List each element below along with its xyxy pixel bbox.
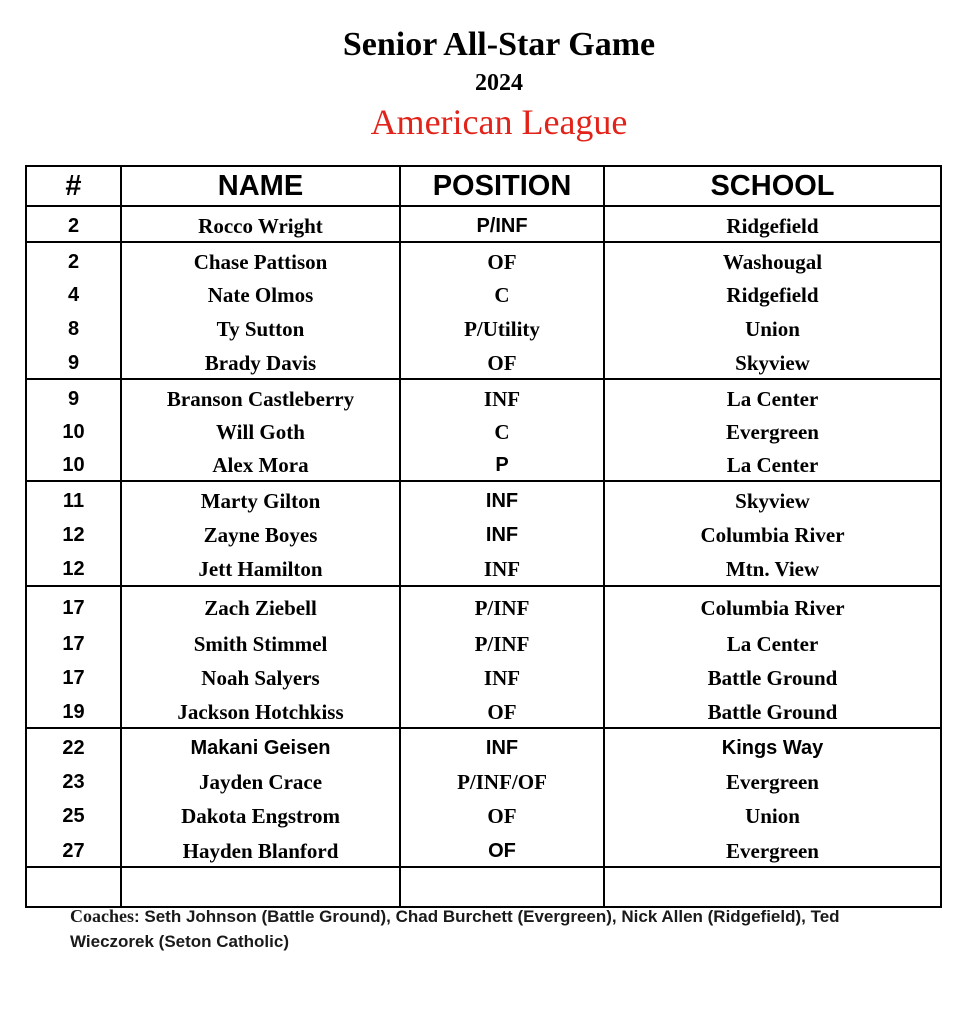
coaches-note [70,904,870,954]
cell-position: OF [400,797,604,832]
cell-name: Noah Salyers [121,659,400,693]
table-row [26,414,941,447]
table-row [26,586,941,625]
table-row [26,242,941,277]
empty-cell [26,867,121,907]
cell-name: Makani Geisen [121,728,400,763]
cell-school: Evergreen [604,414,941,447]
cell-school: Ridgefield [604,277,941,310]
empty-cell [400,867,604,907]
table-row [26,625,941,659]
cell-name: Zach Ziebell [121,586,400,625]
cell-name: Dakota Engstrom [121,797,400,832]
table-row [26,693,941,728]
cell-school: Mtn. View [604,550,941,586]
cell-number: 2 [26,242,121,277]
table-row [26,277,941,310]
cell-school: Washougal [604,242,941,277]
cell-name: Smith Stimmel [121,625,400,659]
cell-position: P [400,447,604,481]
cell-position: OF [400,693,604,728]
cell-number: 12 [26,550,121,586]
cell-number: 9 [26,344,121,379]
cell-school: Union [604,310,941,344]
coaches-list: : Seth Johnson (Battle Ground), Chad Burchett (Evergreen), Nick Allen (Ridgefield), Ted Wieczorek (Seton Catholic) [70,907,840,951]
league-name: American League [370,102,628,142]
cell-school: La Center [604,379,941,414]
empty-row [26,867,941,907]
table-row [26,516,941,550]
cell-name: Branson Castleberry [121,379,400,414]
table-row [26,763,941,797]
table-row [26,832,941,867]
cell-school: Columbia River [604,586,941,625]
table-row [26,481,941,516]
cell-position: INF [400,516,604,550]
cell-position: INF [400,550,604,586]
cell-school: Union [604,797,941,832]
cell-number: 2 [26,206,121,242]
cell-number: 11 [26,481,121,516]
cell-school: Skyview [604,481,941,516]
cell-number: 25 [26,797,121,832]
cell-position: INF [400,481,604,516]
roster-table [25,165,942,908]
cell-position: OF [400,832,604,867]
event-year: 2024 [475,70,523,96]
cell-school: Skyview [604,344,941,379]
cell-name: Nate Olmos [121,277,400,310]
cell-position: P/INF [400,206,604,242]
cell-position: P/INF/OF [400,763,604,797]
cell-position: INF [400,659,604,693]
column-header-school: SCHOOL [604,166,941,206]
cell-number: 22 [26,728,121,763]
table-row [26,797,941,832]
table-row [26,447,941,481]
cell-number: 8 [26,310,121,344]
cell-position: P/INF [400,586,604,625]
cell-position: INF [400,379,604,414]
cell-position: C [400,277,604,310]
table-header-row [26,166,941,206]
cell-name: Hayden Blanford [121,832,400,867]
empty-cell [121,867,400,907]
column-header-position: POSITION [400,166,604,206]
column-header-name: NAME [121,166,400,206]
cell-name: Jayden Crace [121,763,400,797]
coaches-label: Coaches [70,906,134,926]
table-row [26,310,941,344]
cell-position: P/Utility [400,310,604,344]
cell-number: 17 [26,659,121,693]
cell-number: 23 [26,763,121,797]
cell-position: P/INF [400,625,604,659]
empty-cell [604,867,941,907]
cell-name: Brady Davis [121,344,400,379]
cell-school: Battle Ground [604,659,941,693]
cell-name: Will Goth [121,414,400,447]
cell-school: La Center [604,447,941,481]
table-row [26,379,941,414]
table-row [26,659,941,693]
cell-position: OF [400,242,604,277]
cell-number: 10 [26,414,121,447]
cell-number: 9 [26,379,121,414]
cell-position: C [400,414,604,447]
cell-number: 17 [26,586,121,625]
cell-name: Jackson Hotchkiss [121,693,400,728]
cell-name: Rocco Wright [121,206,400,242]
cell-position: INF [400,728,604,763]
cell-name: Marty Gilton [121,481,400,516]
cell-number: 4 [26,277,121,310]
cell-name: Chase Pattison [121,242,400,277]
cell-number: 27 [26,832,121,867]
cell-name: Zayne Boyes [121,516,400,550]
cell-position: OF [400,344,604,379]
cell-school: Battle Ground [604,693,941,728]
cell-school: Evergreen [604,832,941,867]
page-title: Senior All-Star Game [342,26,656,63]
cell-school: Columbia River [604,516,941,550]
table-row [26,728,941,763]
cell-name: Ty Sutton [121,310,400,344]
cell-name: Alex Mora [121,447,400,481]
cell-number: 12 [26,516,121,550]
roster-body [26,206,941,907]
cell-school: Evergreen [604,763,941,797]
cell-school: Ridgefield [604,206,941,242]
table-row [26,344,941,379]
column-header-number: # [26,166,121,206]
cell-school: La Center [604,625,941,659]
cell-number: 10 [26,447,121,481]
cell-name: Jett Hamilton [121,550,400,586]
table-row [26,206,941,242]
cell-school: Kings Way [604,728,941,763]
cell-number: 19 [26,693,121,728]
table-row [26,550,941,586]
cell-number: 17 [26,625,121,659]
